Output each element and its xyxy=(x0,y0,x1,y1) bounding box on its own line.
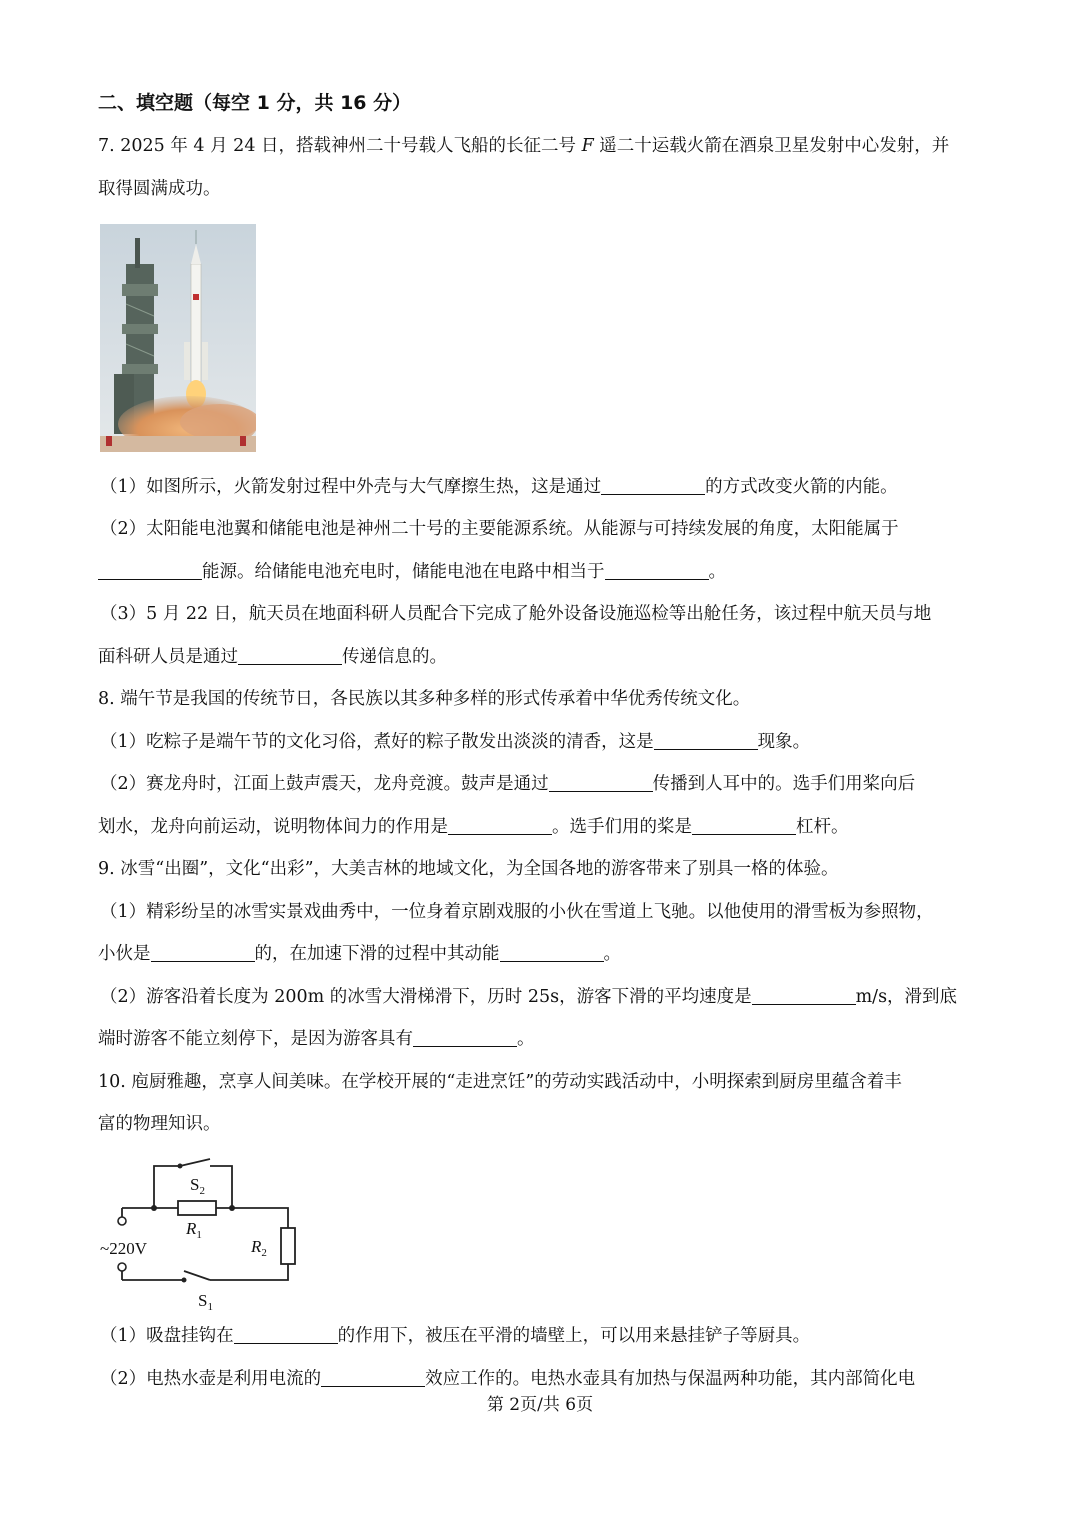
q7-stem-text: 7. 2025 年 4 月 24 日，搭载神州二十号载人飞船的长征二号 xyxy=(98,136,582,156)
q8-part2-text: （2）赛龙舟时，江面上鼓声震天，龙舟竞渡。鼓声是通过 xyxy=(100,774,549,794)
answer-blank[interactable] xyxy=(234,1325,338,1344)
answer-blank[interactable] xyxy=(549,773,653,792)
answer-blank[interactable] xyxy=(500,943,604,962)
answer-blank[interactable] xyxy=(151,943,255,962)
q7-stem-italic-f: F xyxy=(581,136,594,156)
q7-stem-line2: 取得圆满成功。 xyxy=(98,179,221,199)
q9-part2-text: （2）游客沿着长度为 200m 的冰雪大滑梯滑下，历时 25s，游客下滑的平均速度是 xyxy=(100,987,752,1007)
q9-part2-line2 xyxy=(98,1026,988,1052)
q9-part1-line2 xyxy=(98,941,988,967)
answer-blank[interactable] xyxy=(752,986,856,1005)
q7-part3-end: 传递信息的。 xyxy=(342,647,447,667)
answer-blank[interactable] xyxy=(413,1028,517,1047)
answer-blank[interactable] xyxy=(98,561,202,580)
q10-stem-line1: 10. 庖厨雅趣，烹享人间美味。在学校开展的“走进烹饪”的劳动实践活动中，小明探索到厨房里蕴含着丰 xyxy=(98,1072,902,1092)
q7-part3-line1: （3）5 月 22 日，航天员在地面科研人员配合下完成了舱外设备设施巡检等出舱任务，该过程中航天员与地 xyxy=(100,604,932,624)
circuit-diagram xyxy=(98,1158,298,1316)
q10-part1-text: （1）吸盘挂钩在 xyxy=(100,1326,234,1346)
q10-part2-text: （2）电热水壶是利用电流的 xyxy=(100,1369,322,1389)
q10-part1-end: 的作用下，被压在平滑的墙壁上，可以用来悬挂铲子等厨具。 xyxy=(337,1326,811,1346)
q9-part2-text-cont: m/s，滑到底 xyxy=(855,987,958,1007)
q8-part1-end: 现象。 xyxy=(757,732,811,752)
answer-blank[interactable] xyxy=(654,731,758,750)
q7-part1-text-cont: 的方式改变火箭的内能。 xyxy=(705,477,898,497)
q8-part2-text3: 。选手们用的桨是 xyxy=(552,817,692,837)
q9-part2-text2: 端时游客不能立刻停下，是因为游客具有 xyxy=(98,1029,413,1049)
q8-part2-text2: 划水，龙舟向前运动，说明物体间力的作用是 xyxy=(98,817,448,837)
q7-stem-text-cont: 遥二十运载火箭在酒泉卫星发射中心发射，并 xyxy=(593,136,950,156)
q7-part2-text: 能源。给储能电池充电时，储能电池在电路中相当于 xyxy=(202,562,605,582)
answer-blank[interactable] xyxy=(321,1368,425,1387)
q7-part2-end: 。 xyxy=(708,562,726,582)
q10-stem-line2: 富的物理知识。 xyxy=(98,1114,221,1134)
voltage-label: ~220V xyxy=(100,1239,147,1258)
answer-blank[interactable] xyxy=(601,476,705,495)
q8-part2-line2 xyxy=(98,814,988,840)
rocket-launch-photo xyxy=(100,224,256,452)
q7-part3-line2 xyxy=(98,644,988,670)
q7-stem-line1 xyxy=(98,133,988,159)
r1-label: $R_1$ xyxy=(186,1219,202,1241)
q8-part2-end: 杠杆。 xyxy=(796,817,849,837)
q8-part1 xyxy=(100,729,990,755)
page-footer: 第 2页/共 6页 xyxy=(486,1395,594,1415)
q8-part2-text-cont: 传播到人耳中的。选手们用桨向后 xyxy=(652,774,916,794)
answer-blank[interactable] xyxy=(692,816,796,835)
answer-blank[interactable] xyxy=(238,646,342,665)
q7-part3-text: 面科研人员是通过 xyxy=(98,647,238,667)
q7-part2-line1: （2）太阳能电池翼和储能电池是神州二十号的主要能源系统。从能源与可持续发展的角度，太阳能属于 xyxy=(100,519,899,539)
q8-stem: 8. 端午节是我国的传统节日，各民族以其多种多样的形式传承着中华优秀传统文化。 xyxy=(98,689,751,709)
q9-stem: 9. 冰雪“出圈”，文化“出彩”，大美吉林的地域文化，为全国各地的游客带来了别具一格的体验。 xyxy=(98,859,839,879)
q7-part1 xyxy=(100,474,990,500)
answer-blank[interactable] xyxy=(605,561,709,580)
q8-part1-text: （1）吃粽子是端午节的文化习俗，煮好的粽子散发出淡淡的清香，这是 xyxy=(100,732,654,752)
q9-part2-line1 xyxy=(100,984,990,1010)
q7-part2-line2 xyxy=(98,559,988,585)
q9-part1-end: 。 xyxy=(603,944,621,964)
q9-part1-text-cont: 的，在加速下滑的过程中其动能 xyxy=(254,944,500,964)
section-heading: 二、填空题（每空 1 分，共 16 分） xyxy=(98,92,412,114)
r2-label: $R_2$ xyxy=(251,1237,267,1259)
q10-part1 xyxy=(100,1323,990,1349)
q9-part1-line1: （1）精彩纷呈的冰雪实景戏曲秀中，一位身着京剧戏服的小伙在雪道上飞驰。以他使用的滑雪板为参照物， xyxy=(100,902,934,922)
q10-part2 xyxy=(100,1366,990,1392)
s1-label: $S_1$ xyxy=(198,1291,213,1313)
q9-part1-text: 小伙是 xyxy=(98,944,151,964)
q7-part1-text: （1）如图所示，火箭发射过程中外壳与大气摩擦生热，这是通过 xyxy=(100,477,602,497)
q8-part2-line1 xyxy=(100,771,990,797)
s2-label: $S_2$ xyxy=(190,1175,205,1197)
q9-part2-end: 。 xyxy=(517,1029,535,1049)
answer-blank[interactable] xyxy=(448,816,552,835)
q10-part2-end: 效应工作的。电热水壶具有加热与保温两种功能，其内部简化电 xyxy=(425,1369,916,1389)
